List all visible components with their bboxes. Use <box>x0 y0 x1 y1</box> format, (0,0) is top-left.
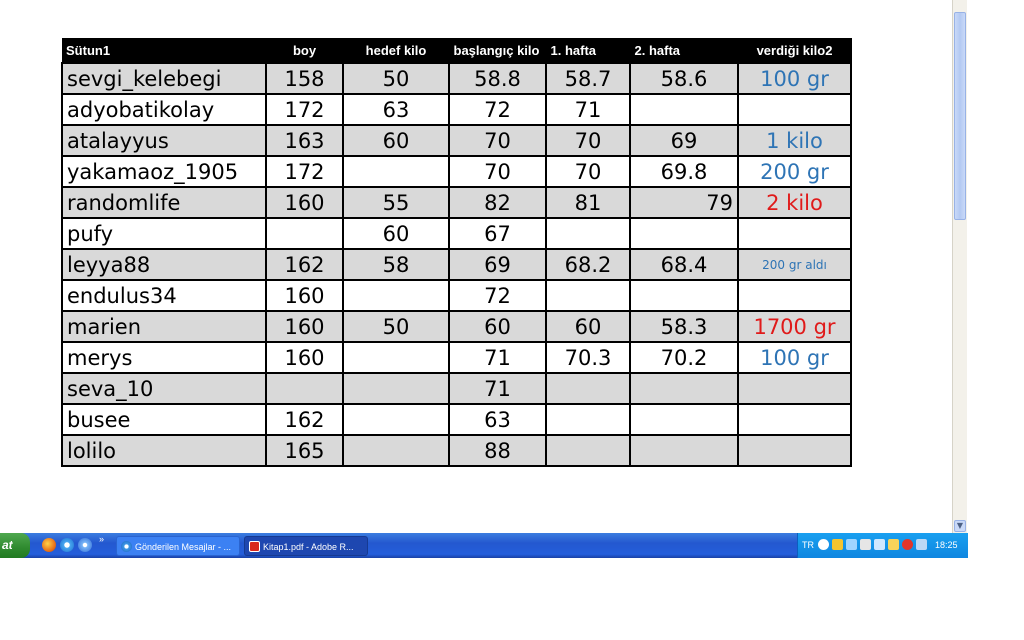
table-row <box>62 280 851 311</box>
table-cell[interactable]: 172 <box>266 156 343 187</box>
table-cell[interactable]: 165 <box>266 435 343 466</box>
table-cell[interactable]: 200 gr <box>738 156 851 187</box>
table-cell[interactable]: 160 <box>266 311 343 342</box>
table-cell[interactable]: 72 <box>449 94 546 125</box>
table-cell[interactable]: 69 <box>630 125 738 156</box>
table-cell[interactable] <box>738 435 851 466</box>
table-cell[interactable]: 60 <box>343 218 449 249</box>
table-cell[interactable]: 160 <box>266 342 343 373</box>
table-cell[interactable] <box>546 435 630 466</box>
task-label: Gönderilen Mesajlar - ... <box>135 542 232 552</box>
table-cell[interactable]: 70 <box>546 156 630 187</box>
table-cell[interactable]: 58.8 <box>449 63 546 94</box>
task-label: Kitap1.pdf - Adobe R... <box>263 542 354 552</box>
taskbar-button-sent-messages[interactable] <box>116 536 240 556</box>
table-cell[interactable]: 60 <box>343 125 449 156</box>
table-cell[interactable]: 100 gr <box>738 63 851 94</box>
header-cell[interactable]: 1. hafta <box>546 38 630 63</box>
table-cell[interactable]: 160 <box>266 280 343 311</box>
table-row <box>62 94 851 125</box>
table-cell[interactable] <box>343 435 449 466</box>
table-cell[interactable] <box>343 342 449 373</box>
table-cell[interactable]: 172 <box>266 94 343 125</box>
header-cell[interactable]: hedef kilo <box>343 38 449 63</box>
spreadsheet-table <box>61 38 852 467</box>
header-cell[interactable]: başlangıç kilo <box>449 38 546 63</box>
quick-launch-chevron-icon[interactable]: » <box>99 534 105 544</box>
adobe-reader-icon <box>249 541 260 552</box>
table-cell[interactable]: marien <box>62 311 266 342</box>
table-cell[interactable] <box>630 435 738 466</box>
table-cell[interactable]: endulus34 <box>62 280 266 311</box>
table-cell[interactable] <box>343 280 449 311</box>
tray-icon[interactable] <box>902 539 913 550</box>
table-cell[interactable] <box>738 280 851 311</box>
table-cell[interactable] <box>343 404 449 435</box>
table-cell[interactable]: 68.2 <box>546 249 630 280</box>
tray-icon[interactable] <box>916 539 927 550</box>
table-cell[interactable]: lolilo <box>62 435 266 466</box>
table-row <box>62 435 851 466</box>
table-cell[interactable]: 60 <box>449 311 546 342</box>
table-cell[interactable]: 58.7 <box>546 63 630 94</box>
table-cell[interactable]: leyya88 <box>62 249 266 280</box>
table-cell[interactable]: 82 <box>449 187 546 218</box>
table-cell[interactable]: 163 <box>266 125 343 156</box>
header-cell[interactable]: Sütun1 <box>62 38 266 63</box>
table-cell[interactable]: 58 <box>343 249 449 280</box>
scrollbar-thumb[interactable] <box>954 12 966 220</box>
table-row <box>62 63 851 94</box>
table-row <box>62 218 851 249</box>
table-cell[interactable]: 70 <box>449 156 546 187</box>
language-indicator[interactable]: TR <box>802 540 814 550</box>
table-cell[interactable]: 81 <box>546 187 630 218</box>
table-cell[interactable]: seva_10 <box>62 373 266 404</box>
system-tray <box>797 533 968 558</box>
table-cell[interactable]: 79 <box>630 187 738 218</box>
table-cell[interactable]: 100 gr <box>738 342 851 373</box>
table-cell[interactable]: 70 <box>449 125 546 156</box>
vertical-scrollbar[interactable] <box>952 0 967 533</box>
scroll-down-arrow-icon[interactable]: ▼ <box>954 520 966 532</box>
table-cell[interactable]: 70.3 <box>546 342 630 373</box>
header-row <box>62 38 851 63</box>
table-cell[interactable]: 55 <box>343 187 449 218</box>
network-icon[interactable] <box>846 539 857 550</box>
table-row <box>62 187 851 218</box>
table-cell[interactable] <box>738 94 851 125</box>
table-cell[interactable] <box>630 280 738 311</box>
volume-icon[interactable] <box>874 539 885 550</box>
table-cell[interactable]: randomlife <box>62 187 266 218</box>
table-cell[interactable]: 60 <box>546 311 630 342</box>
table-cell[interactable] <box>630 404 738 435</box>
tray-icon[interactable] <box>818 539 829 550</box>
table-cell[interactable]: 70.2 <box>630 342 738 373</box>
table-row <box>62 311 851 342</box>
table-cell[interactable]: 160 <box>266 187 343 218</box>
taskbar <box>0 533 967 558</box>
table-cell[interactable]: yakamaoz_1905 <box>62 156 266 187</box>
table-cell[interactable]: 71 <box>449 342 546 373</box>
table-cell[interactable] <box>738 218 851 249</box>
table-cell[interactable]: 2 kilo <box>738 187 851 218</box>
tray-icon[interactable] <box>888 539 899 550</box>
table-cell[interactable]: 70 <box>546 125 630 156</box>
table-cell[interactable]: 50 <box>343 311 449 342</box>
table-cell[interactable]: 71 <box>449 373 546 404</box>
start-button[interactable]: at <box>0 533 30 558</box>
table-cell[interactable]: adyobatikolay <box>62 94 266 125</box>
internet-explorer-icon <box>121 541 132 552</box>
table-cell[interactable] <box>738 373 851 404</box>
table-cell[interactable] <box>546 280 630 311</box>
header-cell[interactable]: boy <box>266 38 343 63</box>
table-row <box>62 249 851 280</box>
table-cell[interactable]: sevgi_kelebegi <box>62 63 266 94</box>
tray-icon[interactable] <box>860 539 871 550</box>
table-cell[interactable] <box>546 404 630 435</box>
table-cell[interactable]: 63 <box>449 404 546 435</box>
shield-icon[interactable] <box>832 539 843 550</box>
table-cell[interactable]: atalayyus <box>62 125 266 156</box>
table-row <box>62 404 851 435</box>
table-cell[interactable]: 68.4 <box>630 249 738 280</box>
table-cell[interactable] <box>738 404 851 435</box>
table-row <box>62 373 851 404</box>
table-row <box>62 156 851 187</box>
table-row <box>62 125 851 156</box>
table-row <box>62 342 851 373</box>
table-cell[interactable]: 63 <box>343 94 449 125</box>
clock: 18:25 <box>935 540 958 550</box>
table-cell[interactable]: 162 <box>266 404 343 435</box>
table-cell[interactable] <box>343 373 449 404</box>
table-cell[interactable]: 58.3 <box>630 311 738 342</box>
media-icon[interactable] <box>78 538 92 552</box>
taskbar-button-adobe-reader[interactable] <box>244 536 368 556</box>
table-cell[interactable]: 162 <box>266 249 343 280</box>
table-cell[interactable] <box>630 373 738 404</box>
table-cell[interactable]: 200 gr aldı <box>738 249 851 280</box>
table-cell[interactable]: 67 <box>449 218 546 249</box>
table-cell[interactable] <box>546 373 630 404</box>
table-cell[interactable]: 69.8 <box>630 156 738 187</box>
table-cell[interactable]: 158 <box>266 63 343 94</box>
table-cell[interactable]: 88 <box>449 435 546 466</box>
table-cell[interactable]: 1700 gr <box>738 311 851 342</box>
table-cell[interactable]: 50 <box>343 63 449 94</box>
firefox-icon[interactable] <box>42 538 56 552</box>
table-cell[interactable] <box>630 94 738 125</box>
table-cell[interactable]: pufy <box>62 218 266 249</box>
table-cell[interactable] <box>266 218 343 249</box>
table-cell[interactable] <box>343 156 449 187</box>
table-cell[interactable]: 58.6 <box>630 63 738 94</box>
table-cell[interactable]: 69 <box>449 249 546 280</box>
table-cell[interactable] <box>546 218 630 249</box>
table-cell[interactable]: 1 kilo <box>738 125 851 156</box>
table-cell[interactable] <box>630 218 738 249</box>
table-cell[interactable]: 72 <box>449 280 546 311</box>
header-cell[interactable]: verdiği kilo2 <box>738 38 851 63</box>
table-cell[interactable]: busee <box>62 404 266 435</box>
internet-explorer-icon[interactable] <box>60 538 74 552</box>
table-cell[interactable] <box>266 373 343 404</box>
table-cell[interactable]: merys <box>62 342 266 373</box>
table-cell[interactable]: 71 <box>546 94 630 125</box>
header-cell[interactable]: 2. hafta <box>630 38 738 63</box>
